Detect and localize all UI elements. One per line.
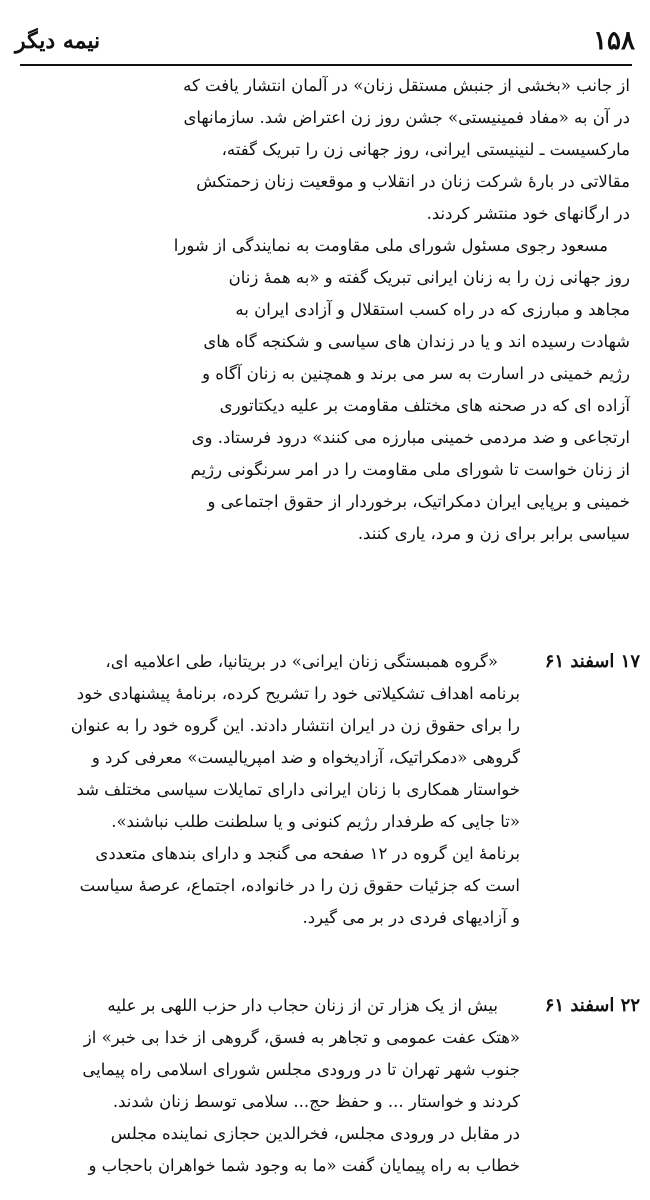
text-line: مارکسیست ـ لنینیستی ایرانی، روز جهانی زن را تبریک گفته، (221, 140, 630, 159)
text-line: مجاهد و مبارزی که در راه کسب استقلال و آزادی ایران به (235, 300, 630, 319)
header-rule (20, 64, 632, 66)
text-line: گروهی «دمکراتیک، آزادیخواه و ضد امپریالیست» معرفی کرد و (91, 748, 520, 767)
entry-3-text (18, 990, 520, 1182)
text-line: بیش از یک هزار تن از زنان حجاب دار حزب اللهی بر علیه (107, 996, 498, 1015)
text-line: «تا جایی که طرفدار رژیم کنونی و یا سلطنت طلب نباشند». (111, 812, 520, 831)
text-line: از جانب «بخشی از جنبش مستقل زنان» در آلمان انتشار یافت که (183, 76, 630, 95)
text-line: را برای حقوق زن در ایران انتشار دادند. این گروه خود را به عنوان (70, 716, 520, 735)
text-line: کردند و خواستار ... و حفظ حج... سلامی توسط زنان شدند. (112, 1092, 520, 1111)
text-line: از زنان خواست تا شورای ملی مقاومت را در امر سرنگونی رژیم (190, 460, 630, 479)
text-line: در مقابل در ورودی مجلس، فخرالدین حجازی نماینده مجلس (110, 1124, 520, 1143)
text-line: برنامه اهداف تشکیلاتی خود را تشریح کرده، برنامهٔ پیشنهادی خود (76, 684, 520, 703)
text-line: آزاده ای که در صحنه های مختلف مقاومت بر علیه دیکتاتوری (219, 396, 630, 415)
text-line: رژیم خمینی در اسارت به سر می برند و همچنین به زنان آگاه و (202, 364, 630, 383)
entry-2-text (18, 646, 520, 934)
text-line: مقالاتی در بارهٔ شرکت زنان در انقلاب و موقعیت زنان زحمتکش (196, 172, 630, 191)
running-title: نیمه دیگر (15, 28, 101, 54)
text-line: خطاب به راه پیمایان گفت «ما به وجود شما خواهران باحجاب و (88, 1156, 520, 1175)
text-line: خواستار همکاری با زنان ایرانی دارای تمایلات سیاسی مختلف شد (76, 780, 520, 799)
text-line: و آزادیهای فردی در بر می گیرد. (302, 908, 520, 927)
text-line: شهادت رسیده اند و یا در زندان های سیاسی و شکنجه گاه های (203, 332, 630, 351)
text-line: برنامهٔ این گروه در ۱۲ صفحه می گنجد و دارای بندهای متعددی (95, 844, 520, 863)
text-line: روز جهانی زن را به زنان ایرانی تبریک گفته و «به همهٔ زنان (228, 268, 630, 287)
page-number: ۱۵۸ (593, 26, 635, 56)
entry-2-date: ۱۷ اسفند ۶۱ (544, 651, 640, 672)
text-line: «هتک عفت عمومی و تجاهر به فسق، گروهی از خدا بی خبر» از (83, 1028, 520, 1047)
text-line: خمینی و برپایی ایران دمکراتیک، برخوردار از حقوق اجتماعی و (207, 492, 630, 511)
text-line: در ارگانهای خود منتشر کردند. (426, 204, 630, 223)
text-line: جنوب شهر تهران تا در ورودی مجلس شورای اسلامی راه پیمایی (82, 1060, 520, 1079)
text-line: «گروه همبستگی زنان ایرانی» در بریتانیا، طی اعلامیه ای، (105, 652, 498, 671)
text-line: است که جزئیات حقوق زن را در خانواده، اجتماع، عرصهٔ سیاست (79, 876, 520, 895)
text-line: ارتجاعی و ضد مردمی خمینی مبارزه می کنند» درود فرستاد. وی (191, 428, 630, 447)
text-line: در آن به «مفاد فمینیستی» جشن روز زن اعتراض شد. سازمانهای (183, 108, 630, 127)
text-line: سیاسی برابر برای زن و مرد، یاری کنند. (357, 524, 630, 543)
text-line: مسعود رجوی مسئول شورای ملی مقاومت به نمایندگی از شورا (173, 236, 608, 255)
entry-1-text (18, 70, 630, 550)
entry-3-date: ۲۲ اسفند ۶۱ (544, 995, 640, 1016)
